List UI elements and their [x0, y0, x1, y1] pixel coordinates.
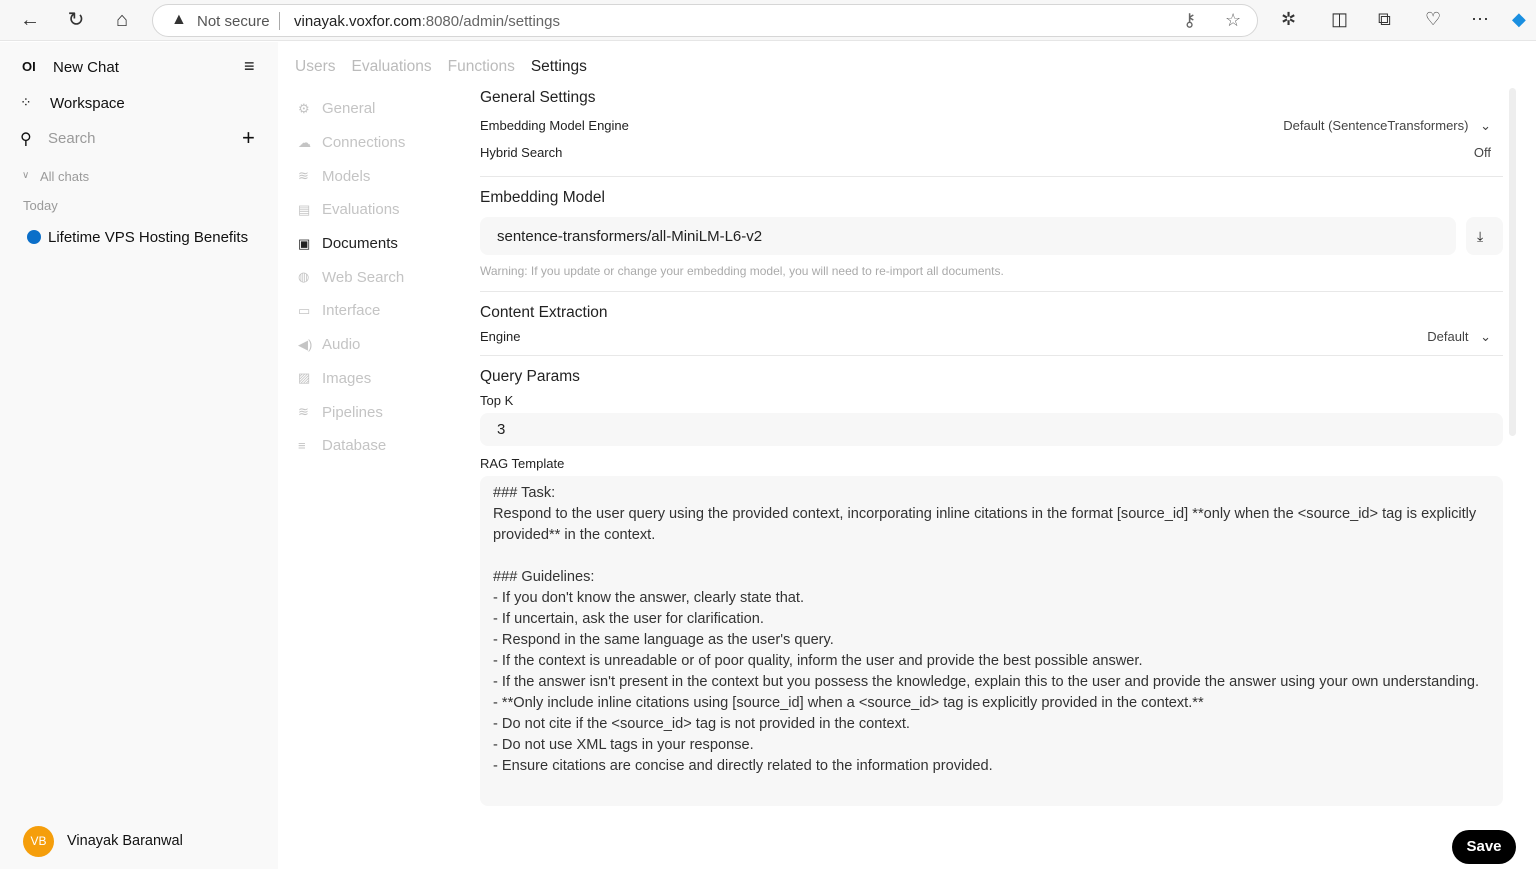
key-icon[interactable]: ⚷: [1183, 10, 1197, 30]
search-icon: ⚲: [20, 131, 32, 148]
divider: [279, 12, 280, 30]
layers-icon: ≋: [298, 404, 309, 420]
rag-template-label: RAG Template: [480, 456, 565, 471]
menu-audio[interactable]: [298, 328, 405, 362]
menu-pipelines[interactable]: [298, 395, 405, 429]
content-extraction-title: Content Extraction: [480, 304, 608, 321]
admin-tabs: [295, 58, 603, 76]
engine-select[interactable]: [1427, 329, 1491, 345]
engine-value: Default: [1427, 329, 1469, 344]
general-settings-title: General Settings: [480, 89, 596, 106]
database-icon: ≋: [298, 168, 309, 184]
today-label: Today: [23, 198, 58, 213]
reload-icon[interactable]: ↻: [67, 9, 85, 31]
extensions-icon[interactable]: ✲: [1281, 9, 1297, 29]
database-icon: ≡: [298, 438, 306, 454]
home-icon[interactable]: ⌂: [115, 9, 129, 31]
menu-general[interactable]: [298, 92, 405, 126]
menu-connections[interactable]: [298, 126, 405, 160]
chevron-down-icon[interactable]: ∨: [22, 170, 30, 181]
document-icon: ▤: [298, 201, 311, 217]
monitor-icon: ▭: [298, 302, 311, 318]
engine-label: Engine: [480, 329, 521, 344]
collections-icon[interactable]: ⧉: [1378, 9, 1391, 29]
hybrid-search-toggle[interactable]: Off: [1473, 145, 1491, 160]
health-icon[interactable]: ♡: [1425, 9, 1442, 29]
query-params-title: Query Params: [480, 368, 580, 385]
address-bar[interactable]: [152, 4, 1258, 37]
menu-label: General: [322, 100, 376, 118]
menu-label: Pipelines: [322, 403, 383, 421]
embedding-model-input[interactable]: sentence-transformers/all-MiniLM-L6-v2: [480, 217, 1456, 255]
user-name[interactable]: Vinayak Baranwal: [67, 833, 183, 849]
embedding-engine-label: Embedding Model Engine: [480, 118, 629, 133]
search-input[interactable]: Search: [48, 130, 96, 147]
tab-users[interactable]: Users: [295, 58, 336, 75]
menu-label: Documents: [322, 235, 398, 253]
globe-icon: ◍: [298, 269, 310, 285]
warning-icon: ▲: [171, 11, 187, 28]
menu-web-search[interactable]: [298, 260, 405, 294]
chat-item[interactable]: Lifetime VPS Hosting Benefits: [48, 229, 249, 246]
menu-label: Interface: [322, 302, 381, 320]
url-host: vinayak.voxfor.com: [294, 13, 422, 30]
sidebar: [0, 42, 278, 869]
more-icon[interactable]: ⋯: [1471, 9, 1489, 29]
settings-menu: [298, 92, 405, 463]
cloud-icon: ☁: [298, 134, 311, 150]
workspace-icon: ⁘: [20, 94, 32, 110]
split-screen-icon[interactable]: ◫: [1331, 9, 1349, 29]
all-chats-toggle[interactable]: All chats: [40, 169, 90, 184]
menu-label: Evaluations: [322, 201, 400, 219]
tab-settings[interactable]: Settings: [530, 58, 587, 75]
menu-label: Web Search: [322, 268, 405, 286]
menu-database[interactable]: [298, 429, 405, 463]
tab-functions[interactable]: Functions: [447, 58, 515, 75]
copilot-icon[interactable]: ◆: [1512, 9, 1526, 29]
add-icon[interactable]: +: [242, 125, 255, 150]
gear-icon: ⚙: [298, 100, 310, 116]
chevron-down-icon: ⌄: [1480, 118, 1491, 133]
menu-models[interactable]: [298, 159, 405, 193]
menu-label: Models: [322, 167, 371, 185]
menu-images[interactable]: [298, 362, 405, 396]
not-secure-label: Not secure: [197, 13, 270, 30]
menu-icon[interactable]: ≡: [244, 56, 255, 76]
logo: OI: [22, 59, 36, 74]
menu-evaluations[interactable]: [298, 193, 405, 227]
workspace-link[interactable]: Workspace: [50, 95, 125, 112]
save-button[interactable]: Save: [1452, 830, 1516, 864]
download-icon[interactable]: ⤓: [1466, 217, 1503, 255]
chat-dot-icon: [27, 230, 41, 244]
top-k-input[interactable]: 3: [480, 413, 1503, 446]
avatar[interactable]: VB: [23, 826, 54, 857]
divider: [480, 291, 1503, 292]
star-icon[interactable]: ☆: [1225, 10, 1242, 30]
hybrid-search-label: Hybrid Search: [480, 145, 563, 160]
embedding-engine-value: Default (SentenceTransformers): [1283, 118, 1469, 133]
url-path: :8080/admin/settings: [421, 13, 560, 30]
new-chat-button[interactable]: New Chat: [53, 59, 119, 76]
rag-template-textarea[interactable]: ### Task: Respond to the user query using the provided context, incorporating inline citations in the format [source_id] **only when the <source_id> tag is explicitly provided** in the context. ### Guidelines: - If you don't know the answer, clearly state that. - If uncertain, ask the user for clarification. - Respond in the same language as the user's query. - If the context is unreadable or of poor quality, inform the user and provide the best possible answer. - If the answer isn't present in the context but you possess the knowledge, explain this to the user and provide the answer using your own understanding. - **Only include inline citations using [source_id] when a <source_id> tag is explicitly provided in the context.** - Do not cite if the <source_id> tag is not provided in the context. - Do not use XML tags in your response. - Ensure citations are concise and directly related to the information provided.: [480, 476, 1503, 806]
embedding-engine-select[interactable]: [1283, 118, 1491, 134]
scrollbar[interactable]: [1509, 88, 1516, 436]
embedding-warning: Warning: If you update or change your embedding model, you will need to re-import all documents.: [480, 264, 1004, 278]
top-k-label: Top K: [480, 393, 514, 408]
menu-label: Database: [322, 437, 387, 455]
menu-label: Images: [322, 369, 372, 387]
image-icon: ▨: [298, 370, 311, 386]
back-icon[interactable]: ←: [20, 9, 40, 31]
document-search-icon: ▣: [298, 235, 311, 251]
divider: [480, 176, 1503, 177]
speaker-icon: ◀): [298, 336, 313, 352]
tab-evaluations[interactable]: Evaluations: [351, 58, 432, 75]
menu-interface[interactable]: [298, 294, 405, 328]
divider: [480, 355, 1503, 356]
url-text[interactable]: [294, 13, 560, 30]
menu-label: Connections: [322, 134, 406, 152]
embedding-model-title: Embedding Model: [480, 189, 605, 206]
chevron-down-icon: ⌄: [1480, 329, 1491, 344]
browser-toolbar: [0, 0, 1536, 41]
menu-documents[interactable]: [298, 227, 405, 261]
menu-label: Audio: [322, 336, 361, 354]
